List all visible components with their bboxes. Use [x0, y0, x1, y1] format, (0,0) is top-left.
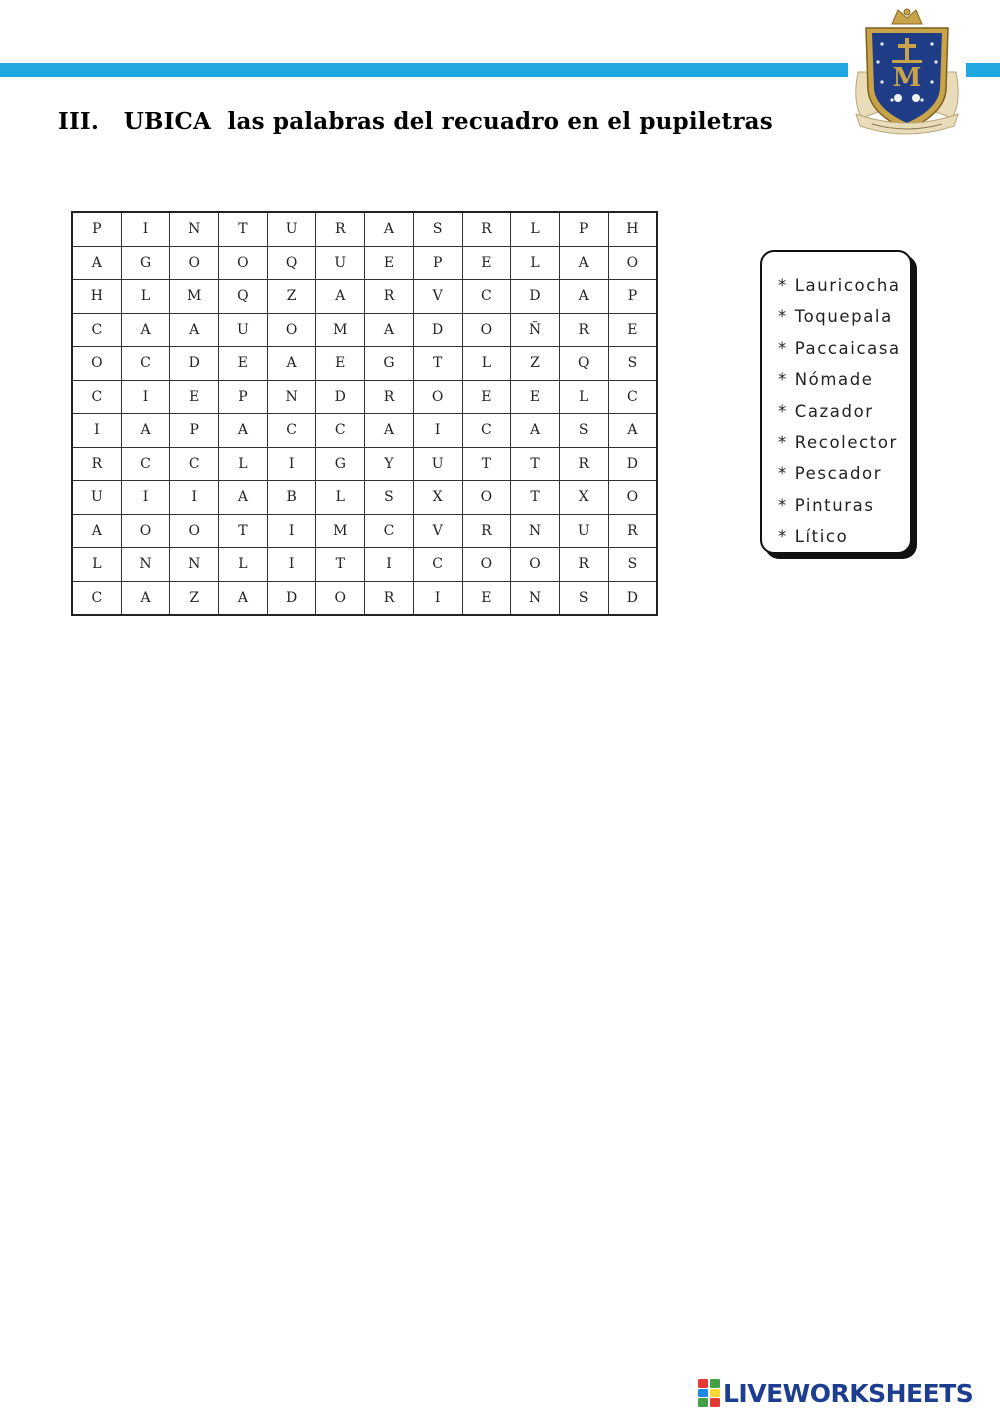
grid-cell[interactable]: S [413, 212, 462, 246]
word-list [762, 252, 910, 553]
grid-cell[interactable]: R [316, 212, 365, 246]
grid-cell[interactable]: D [511, 280, 560, 314]
grid-cell[interactable]: L [559, 380, 608, 414]
grid-cell[interactable]: O [511, 548, 560, 582]
grid-cell[interactable]: U [219, 313, 268, 347]
grid-cell[interactable]: I [267, 548, 316, 582]
grid-cell[interactable]: Q [267, 246, 316, 280]
grid-cell[interactable]: I [121, 481, 170, 515]
grid-cell[interactable]: A [267, 347, 316, 381]
grid-cell[interactable]: A [72, 246, 121, 280]
grid-cell[interactable]: E [462, 380, 511, 414]
grid-cell[interactable]: N [511, 581, 560, 615]
grid-cell[interactable]: Y [365, 447, 414, 481]
word-search-grid [71, 211, 658, 616]
grid-cell[interactable]: P [72, 212, 121, 246]
grid-cell[interactable]: O [608, 481, 657, 515]
grid-cell[interactable]: A [219, 481, 268, 515]
grid-cell[interactable]: C [267, 414, 316, 448]
grid-cell[interactable]: X [413, 481, 462, 515]
grid-cell[interactable]: O [219, 246, 268, 280]
grid-cell[interactable]: E [170, 380, 219, 414]
grid-cell[interactable]: D [413, 313, 462, 347]
grid-cell[interactable]: T [316, 548, 365, 582]
grid-row [72, 581, 657, 615]
grid-cell[interactable]: Q [559, 347, 608, 381]
grid-cell[interactable]: O [170, 246, 219, 280]
grid-cell[interactable]: E [462, 581, 511, 615]
grid-cell[interactable]: D [316, 380, 365, 414]
word-list-item: * Nómade [778, 370, 874, 390]
grid-cell[interactable]: D [170, 347, 219, 381]
grid-cell[interactable]: C [121, 447, 170, 481]
grid-cell[interactable]: T [219, 212, 268, 246]
grid-cell[interactable]: T [413, 347, 462, 381]
grid-cell[interactable]: L [511, 246, 560, 280]
grid-cell[interactable]: D [608, 581, 657, 615]
word-list-item: * Lauricocha [778, 276, 901, 295]
grid-cell[interactable]: Z [170, 581, 219, 615]
grid-cell[interactable]: U [72, 481, 121, 515]
grid-cell[interactable]: L [219, 447, 268, 481]
grid-cell[interactable]: A [365, 414, 414, 448]
grid-cell[interactable]: T [462, 447, 511, 481]
grid-cell[interactable]: I [413, 581, 462, 615]
grid-cell[interactable]: H [608, 212, 657, 246]
word-list-item: * Pescador [778, 464, 883, 484]
liveworksheets-logo-icon [698, 1379, 720, 1407]
grid-cell[interactable]: I [267, 447, 316, 481]
grid-cell[interactable]: P [608, 280, 657, 314]
grid-cell[interactable]: D [267, 581, 316, 615]
grid-cell[interactable]: C [365, 514, 414, 548]
grid-cell[interactable]: C [462, 280, 511, 314]
grid-cell[interactable]: C [72, 581, 121, 615]
grid-cell[interactable]: M [316, 514, 365, 548]
grid-cell[interactable]: T [219, 514, 268, 548]
word-list-box [760, 250, 912, 554]
grid-cell[interactable]: S [559, 581, 608, 615]
grid-cell[interactable]: U [413, 447, 462, 481]
grid-cell[interactable]: O [608, 246, 657, 280]
grid-cell[interactable]: Z [267, 280, 316, 314]
grid-cell[interactable]: M [316, 313, 365, 347]
grid-row [72, 347, 657, 381]
grid-cell[interactable]: O [121, 514, 170, 548]
grid-cell[interactable]: R [608, 514, 657, 548]
grid-cell[interactable]: P [219, 380, 268, 414]
grid-cell[interactable]: I [365, 548, 414, 582]
grid-cell[interactable]: R [72, 447, 121, 481]
grid-cell[interactable]: A [72, 514, 121, 548]
grid-cell[interactable]: A [559, 280, 608, 314]
grid-cell[interactable]: A [121, 581, 170, 615]
grid-row [72, 481, 657, 515]
grid-cell[interactable]: I [121, 212, 170, 246]
grid-cell[interactable]: E [511, 380, 560, 414]
grid-cell[interactable]: Z [511, 347, 560, 381]
word-list-item: * Toquepala [778, 307, 893, 327]
grid-cell[interactable]: L [121, 280, 170, 314]
grid-cell[interactable]: A [559, 246, 608, 280]
liveworksheets-brand-text: LIVEWORKSHEETS [723, 1378, 974, 1408]
header-accent-bar-end [966, 63, 1000, 77]
grid-cell[interactable]: E [462, 246, 511, 280]
grid-cell[interactable]: G [121, 246, 170, 280]
grid-cell[interactable]: C [608, 380, 657, 414]
grid-cell[interactable]: A [608, 414, 657, 448]
grid-cell[interactable]: A [365, 313, 414, 347]
grid-cell[interactable]: A [511, 414, 560, 448]
grid-cell[interactable]: G [316, 447, 365, 481]
grid-row [72, 414, 657, 448]
grid-cell[interactable]: N [121, 548, 170, 582]
grid-cell[interactable]: U [559, 514, 608, 548]
grid-cell[interactable]: H [72, 280, 121, 314]
grid-cell[interactable]: C [72, 313, 121, 347]
grid-cell[interactable]: A [170, 313, 219, 347]
grid-row [72, 514, 657, 548]
grid-cell[interactable]: O [462, 481, 511, 515]
grid-row [72, 447, 657, 481]
grid-cell[interactable]: Ñ [511, 313, 560, 347]
grid-cell[interactable]: A [121, 414, 170, 448]
grid-cell[interactable]: I [413, 414, 462, 448]
grid-cell[interactable]: R [559, 313, 608, 347]
grid-cell[interactable]: L [462, 347, 511, 381]
grid-cell[interactable]: E [365, 246, 414, 280]
grid-cell[interactable]: O [72, 347, 121, 381]
grid-cell[interactable]: L [511, 212, 560, 246]
grid-cell[interactable]: V [413, 514, 462, 548]
grid-cell[interactable]: O [462, 548, 511, 582]
grid-cell[interactable]: N [170, 548, 219, 582]
grid-cell[interactable]: C [462, 414, 511, 448]
grid-cell[interactable]: A [316, 280, 365, 314]
grid-cell[interactable]: N [267, 380, 316, 414]
grid-cell[interactable]: O [462, 313, 511, 347]
grid-cell[interactable]: Q [219, 280, 268, 314]
grid-cell[interactable]: O [413, 380, 462, 414]
grid-cell[interactable]: U [267, 212, 316, 246]
word-list-item: * Cazador [778, 401, 874, 421]
liveworksheets-logo[interactable] [698, 1378, 973, 1408]
grid-cell[interactable]: S [559, 414, 608, 448]
grid-cell[interactable]: C [170, 447, 219, 481]
grid-cell[interactable]: C [121, 347, 170, 381]
grid-cell[interactable]: I [121, 380, 170, 414]
grid-cell[interactable]: R [462, 514, 511, 548]
grid-cell[interactable]: N [170, 212, 219, 246]
grid-cell[interactable]: I [170, 481, 219, 515]
grid-cell[interactable]: V [413, 280, 462, 314]
header-accent-bar [0, 63, 848, 77]
grid-row [72, 548, 657, 582]
grid-cell[interactable]: D [608, 447, 657, 481]
grid-cell[interactable]: M [170, 280, 219, 314]
school-crest-icon [848, 2, 966, 140]
grid-row [72, 313, 657, 347]
word-list-item: * Pinturas [778, 495, 875, 515]
grid-cell[interactable]: E [219, 347, 268, 381]
grid-cell[interactable]: C [316, 414, 365, 448]
grid-cell[interactable]: L [316, 481, 365, 515]
grid-cell[interactable]: R [559, 447, 608, 481]
grid-cell[interactable]: U [316, 246, 365, 280]
grid-row [72, 380, 657, 414]
grid-cell[interactable]: L [219, 548, 268, 582]
grid-cell[interactable]: S [608, 347, 657, 381]
grid-cell[interactable]: B [267, 481, 316, 515]
grid-cell[interactable]: G [365, 347, 414, 381]
grid-cell[interactable]: T [511, 447, 560, 481]
grid-row [72, 246, 657, 280]
grid-cell[interactable]: S [608, 548, 657, 582]
grid-cell[interactable]: A [219, 414, 268, 448]
grid-cell[interactable]: R [365, 380, 414, 414]
grid-cell[interactable]: P [170, 414, 219, 448]
grid-cell[interactable]: S [365, 481, 414, 515]
grid-cell[interactable]: I [267, 514, 316, 548]
grid-row [72, 280, 657, 314]
grid-cell[interactable]: A [121, 313, 170, 347]
grid-cell[interactable]: R [559, 548, 608, 582]
page-title: III. UBICA las palabras del recuadro en el pupiletras [58, 108, 773, 135]
grid-cell[interactable]: P [413, 246, 462, 280]
grid-cell[interactable]: I [72, 414, 121, 448]
crest-monogram: M [892, 63, 922, 93]
grid-cell[interactable]: A [365, 212, 414, 246]
grid-cell[interactable]: N [511, 514, 560, 548]
word-list-item: * Lítico [778, 527, 849, 547]
grid-cell[interactable]: E [608, 313, 657, 347]
grid-cell[interactable]: O [316, 581, 365, 615]
grid-cell[interactable]: C [72, 380, 121, 414]
grid-cell[interactable]: R [365, 280, 414, 314]
grid-cell[interactable]: T [511, 481, 560, 515]
grid-cell[interactable]: P [559, 212, 608, 246]
grid-cell[interactable]: R [462, 212, 511, 246]
word-list-item: * Recolector [778, 433, 898, 453]
word-list-item: * Paccaicasa [778, 338, 901, 358]
grid-cell[interactable]: C [413, 548, 462, 582]
grid-cell[interactable]: E [316, 347, 365, 381]
grid-cell[interactable]: A [219, 581, 268, 615]
grid-cell[interactable]: L [72, 548, 121, 582]
grid-cell[interactable]: O [170, 514, 219, 548]
grid-cell[interactable]: O [267, 313, 316, 347]
grid-row [72, 212, 657, 246]
grid-cell[interactable]: R [365, 581, 414, 615]
grid-cell[interactable]: X [559, 481, 608, 515]
